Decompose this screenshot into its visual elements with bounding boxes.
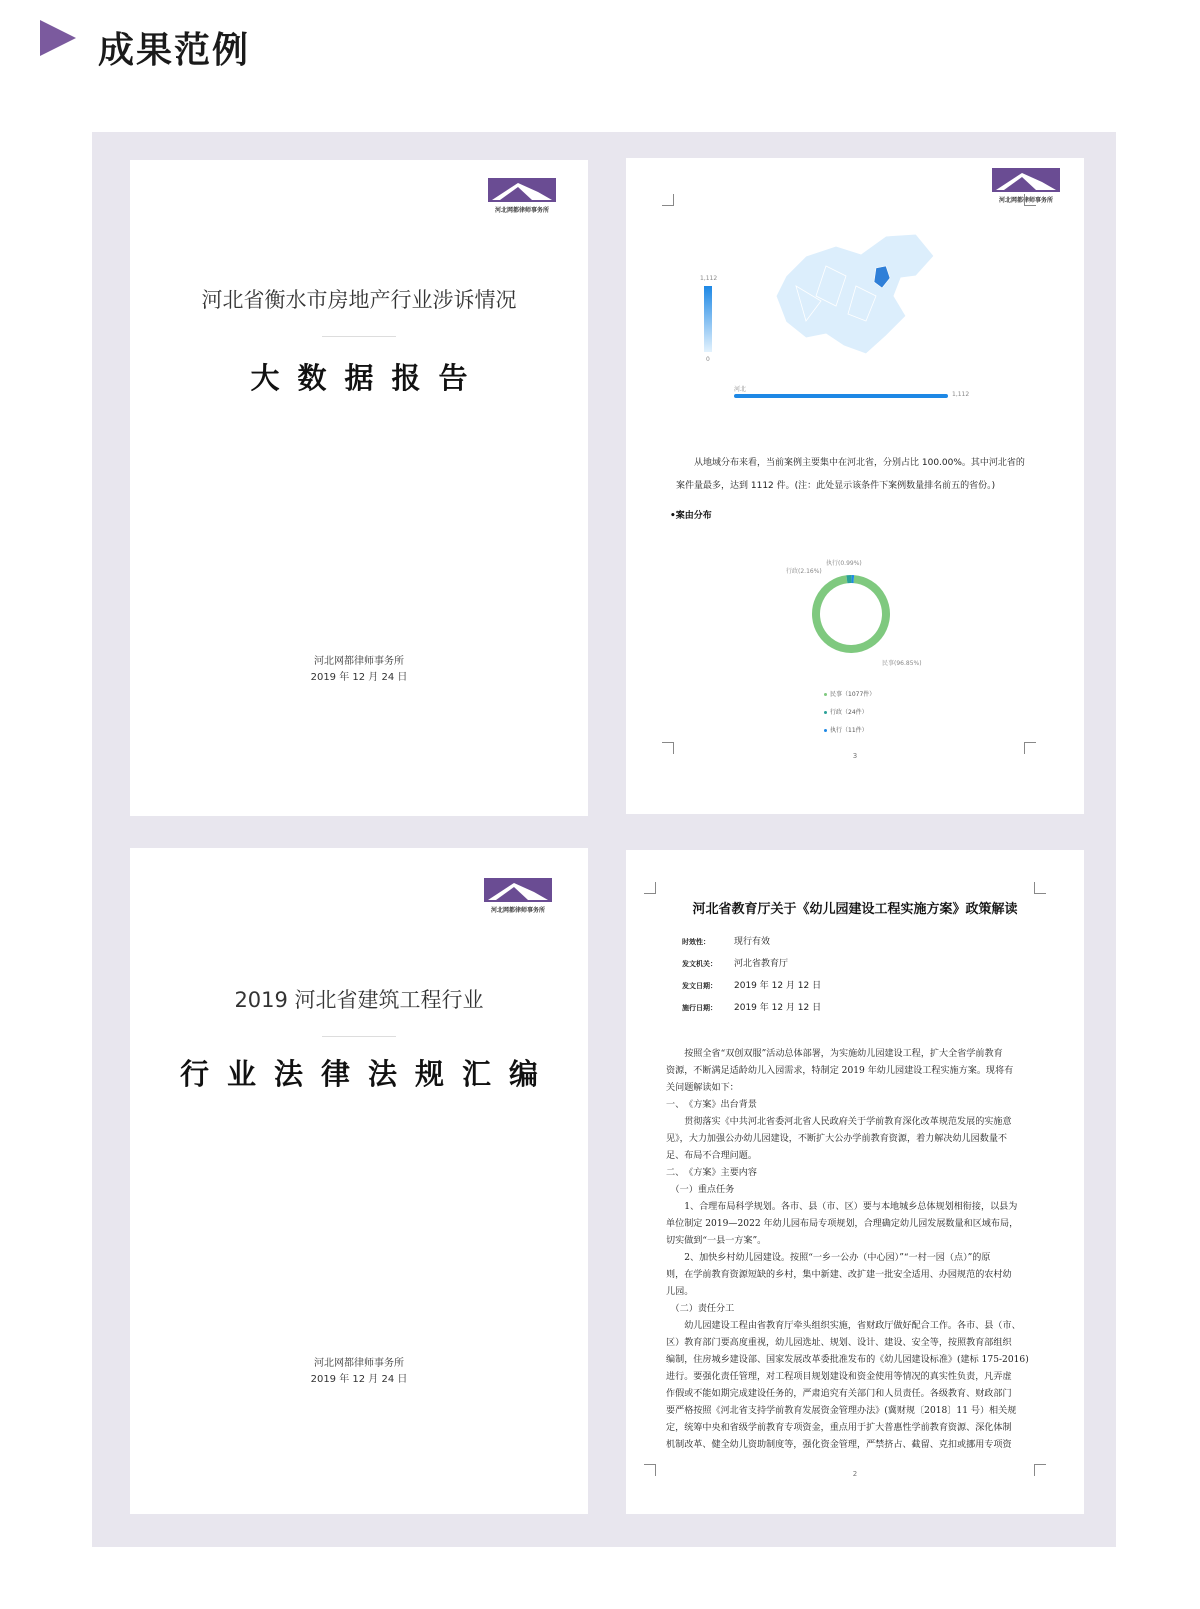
body-line: 足、布局不合理问题。 bbox=[666, 1151, 757, 1161]
map-scale-max: 1,112 bbox=[700, 275, 718, 282]
cover-date: 2019 年 12 月 24 日 bbox=[310, 1374, 408, 1385]
logo-mark-icon bbox=[488, 178, 556, 202]
donut-label-exec: 执行(0.99%) bbox=[826, 560, 862, 567]
cover-title: 2019 河北省建筑工程行业 bbox=[234, 988, 484, 1012]
body-line: 要严格按照《河北省支持学前教育发展资金管理办法》(冀财规〔2018〕11 号）相关规 bbox=[666, 1406, 1017, 1416]
page-number: 2 bbox=[852, 1470, 858, 1478]
body-line: 则，在学前教育资源短缺的乡村，集中新建、改扩建一批安全适用、办园规范的农村幼 bbox=[666, 1270, 1012, 1280]
logo-firm-name: 河北网都律师事务所 bbox=[494, 207, 549, 214]
body-line: 定，统筹中央和省级学前教育专项资金，重点用于扩大普惠性学前教育资源、深化体制 bbox=[666, 1423, 1012, 1433]
bar-value: 1,112 bbox=[952, 391, 970, 398]
paragraph-line: 案件量最多，达到 1112 件。(注：此处显示该条件下案例数量排名前五的省份。) bbox=[676, 481, 996, 491]
body-line: 1、合理布局科学规划。各市、县（市、区）要与本地城乡总体规划相衔接，以县为 bbox=[666, 1202, 1018, 1212]
meta-row: 施行日期： 2019 年 12 月 12 日 bbox=[682, 1003, 822, 1013]
firm-logo bbox=[484, 878, 552, 914]
body-line: 一、 《方案》出台背景 bbox=[666, 1100, 757, 1110]
crop-mark bbox=[1024, 194, 1036, 206]
body-line: 进行。要强化责任管理，对工程项目规划建设和资金使用等情况的真实性负责，凡弄虚 bbox=[666, 1372, 1012, 1382]
document-title: 河北省教育厅关于《幼儿园建设工程实施方案》政策解读 bbox=[692, 902, 1018, 917]
body-line: 儿园。 bbox=[666, 1287, 694, 1297]
crop-mark bbox=[662, 194, 674, 206]
body-line: 区）教育部门要高度重视，幼儿园选址、规划、设计、建设、安全等，按照教育部组织 bbox=[666, 1338, 1012, 1348]
legend-dot bbox=[824, 711, 827, 714]
map-scale-min: 0 bbox=[706, 356, 710, 363]
report-page-distribution[interactable] bbox=[626, 158, 1084, 814]
logo-firm-name: 河北网都律师事务所 bbox=[490, 907, 545, 914]
china-map bbox=[766, 226, 946, 366]
body-line: （二）责任分工 bbox=[666, 1304, 735, 1314]
body-line: 作假或不能如期完成建设任务的，严肃追究有关部门和人员责任。各级教育、财政部门 bbox=[666, 1389, 1012, 1399]
body-line: 幼儿园建设工程由省教育厅牵头组织实施，省财政厅做好配合工作。各市、县（市、 bbox=[666, 1321, 1021, 1331]
map-scale-bar bbox=[704, 286, 712, 352]
cover-page-regulations[interactable] bbox=[130, 848, 588, 1514]
body-line: 二、 《方案》主要内容 bbox=[666, 1168, 757, 1178]
crop-mark bbox=[644, 882, 656, 894]
meta-row: 时效性： 现行有效 bbox=[682, 937, 771, 947]
cover-date: 2019 年 12 月 24 日 bbox=[310, 672, 408, 683]
section-heading: •案由分布 bbox=[670, 511, 712, 521]
cover-title: 河北省衡水市房地产行业涉诉情况 bbox=[201, 288, 517, 312]
body-line: 资源，不断满足适龄幼儿入园需求，特制定 2019 年幼儿园建设工程实施方案。现将有 bbox=[666, 1066, 1014, 1076]
cover-subtitle: 行业法律法规汇编 bbox=[179, 1057, 556, 1091]
legend-item: 民事（1077件） bbox=[824, 689, 875, 698]
donut-label-admin: 行政(2.16%) bbox=[786, 568, 822, 575]
play-triangle-icon bbox=[40, 20, 76, 56]
legend-item: 行政（24件） bbox=[824, 707, 868, 716]
page-number: 3 bbox=[852, 752, 858, 760]
section-title: 成果范例 bbox=[98, 30, 251, 71]
donut-label-civil: 民事(96.85%) bbox=[882, 660, 922, 667]
logo-mark-icon bbox=[484, 878, 552, 902]
body-line: 单位制定 2019—2022 年幼儿园布局专项规划，合理确定幼儿园发展数量和区域布局， bbox=[666, 1219, 1019, 1229]
body-line: 机制改革、健全幼儿资助制度等，强化资金管理，严禁挤占、截留、克扣或挪用专项资 bbox=[666, 1440, 1012, 1450]
body-line: 关问题解读如下： bbox=[666, 1083, 739, 1093]
legend-item: 执行（11件） bbox=[824, 725, 868, 734]
body-line: 2、加快乡村幼儿园建设。按照“一乡一公办（中心园）”“一村一园（点）”的原 bbox=[666, 1253, 991, 1263]
donut-slice-民事 bbox=[816, 579, 886, 649]
cover-page-real-estate-report[interactable] bbox=[130, 160, 588, 816]
meta-row: 发文日期： 2019 年 12 月 12 日 bbox=[682, 981, 822, 991]
logo-mark-icon bbox=[992, 168, 1060, 192]
body-line: 贯彻落实《中共河北省委河北省人民政府关于学前教育深化改革规范发展的实施意 bbox=[666, 1117, 1012, 1127]
bar-label: 河北 bbox=[734, 386, 747, 393]
cover-firm: 河北网都律师事务所 bbox=[314, 1358, 404, 1369]
legend-dot bbox=[824, 693, 827, 696]
policy-interpretation-page[interactable] bbox=[626, 850, 1084, 1514]
cover-divider bbox=[322, 1036, 396, 1037]
paragraph-line: 从地域分布来看，当前案例主要集中在河北省，分别占比 100.00%。其中河北省的 bbox=[694, 458, 1025, 468]
body-line: 编制，住房城乡建设部、国家发展改革委批准发布的《幼儿园建设标准》(建标 175-2016) bbox=[666, 1355, 1029, 1365]
cover-divider bbox=[322, 336, 396, 337]
meta-row: 发文机关： 河北省教育厅 bbox=[682, 959, 789, 969]
body-line: （一）重点任务 bbox=[666, 1185, 735, 1195]
cover-firm: 河北网都律师事务所 bbox=[314, 656, 404, 667]
body-line: 见》，大力加强公办幼儿园建设，不断扩大公办学前教育资源，着力解决幼儿园数量不 bbox=[666, 1134, 1008, 1144]
body-line: 按照全省“双创双服”活动总体部署，为实施幼儿园建设工程，扩大全省学前教育 bbox=[666, 1049, 1003, 1059]
firm-logo bbox=[488, 178, 556, 214]
cover-subtitle: 大数据报告 bbox=[250, 361, 486, 395]
crop-mark bbox=[1034, 882, 1046, 894]
legend-dot bbox=[824, 729, 827, 732]
logo-firm-name: 河北网都律师事务所 bbox=[998, 197, 1053, 204]
body-line: 切实做到“一县一方案”。 bbox=[666, 1236, 767, 1246]
bar-hebei bbox=[734, 394, 948, 398]
